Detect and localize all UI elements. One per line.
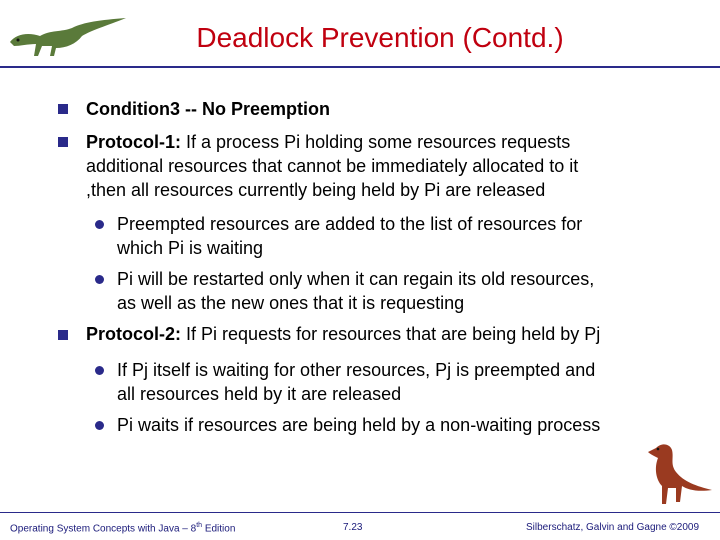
- sub2a-line1: If Pj itself is waiting for other resources, Pj is preempted and: [117, 360, 596, 380]
- sub1a-line2: which Pi is waiting: [117, 238, 264, 258]
- footer-right: Silberschatz, Galvin and Gagne ©2009: [526, 522, 700, 533]
- title-rule: [0, 66, 720, 68]
- footer-rule: [0, 512, 720, 513]
- protocol1-line2: additional resources that cannot be immediately allocated to it: [86, 156, 579, 176]
- slide-title: Deadlock Prevention (Contd.): [196, 22, 564, 53]
- protocol1-line3: ,then all resources currently being held by Pi are released: [86, 180, 546, 200]
- footer-left: Operating System Concepts with Java – 8th Edition: [10, 522, 236, 535]
- sub2a-line2: all resources held by it are released: [117, 384, 402, 404]
- sub1b-line1: Pi will be restarted only when it can regain its old resources,: [117, 269, 595, 289]
- bullet-square-icon: [58, 104, 68, 114]
- sub1a-line1: Preempted resources are added to the list of resources for: [117, 214, 583, 234]
- bullet-square-icon: [58, 137, 68, 147]
- sub2b-line1: Pi waits if resources are being held by a non-waiting process: [117, 415, 601, 435]
- protocol1-line1: Protocol-1: If a process Pi holding some resources requests: [86, 132, 571, 152]
- footer-page-number: 7.23: [343, 522, 363, 533]
- bullet-dot-icon: [95, 366, 104, 375]
- protocol2-line1: Protocol-2: If Pi requests for resources that are being held by Pj: [86, 324, 601, 344]
- sub1b-line2: as well as the new ones that it is requesting: [117, 293, 465, 313]
- bullet-dot-icon: [95, 421, 104, 430]
- bullet-dot-icon: [95, 275, 104, 284]
- bullet-dot-icon: [95, 220, 104, 229]
- dinosaur-illustration: [636, 438, 714, 510]
- bullet-square-icon: [58, 330, 68, 340]
- condition3-heading: Condition3 -- No Preemption: [86, 99, 330, 119]
